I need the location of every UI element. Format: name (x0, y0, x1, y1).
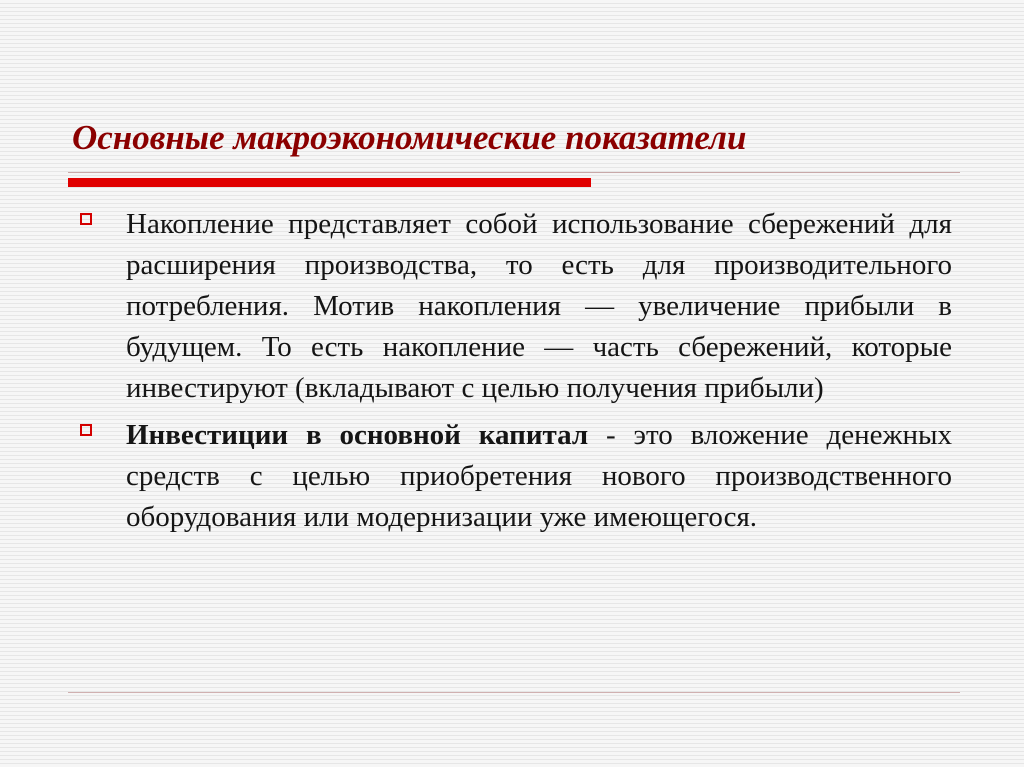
bullet-body: Накопление представляет собой использование сбережений для расширения производства, то есть для производительного потребления. Мотив накопления — увеличение прибыли в будущем. То есть накопление — часть сбережений, которые инвестируют (вкладывают с целью получения прибыли) (126, 208, 952, 404)
square-bullet-icon (80, 213, 92, 225)
square-bullet-icon (80, 424, 92, 436)
title-divider-thin (68, 172, 960, 173)
bullet-text (126, 204, 952, 409)
bullet-text (126, 415, 952, 538)
footer-divider (68, 692, 960, 693)
bullet-term: Инвестиции в основной капитал (126, 419, 589, 451)
bullet-list (72, 204, 952, 544)
bullet-item-accumulation (72, 204, 952, 409)
title-divider-thick (68, 178, 591, 187)
slide-title: Основные макроэкономические показатели (72, 118, 747, 157)
bullet-body: - это вложение денежных средств с целью приобретения нового производственного оборудования или модернизации уже имеющегося. (126, 419, 952, 533)
bullet-item-investment (72, 415, 952, 538)
